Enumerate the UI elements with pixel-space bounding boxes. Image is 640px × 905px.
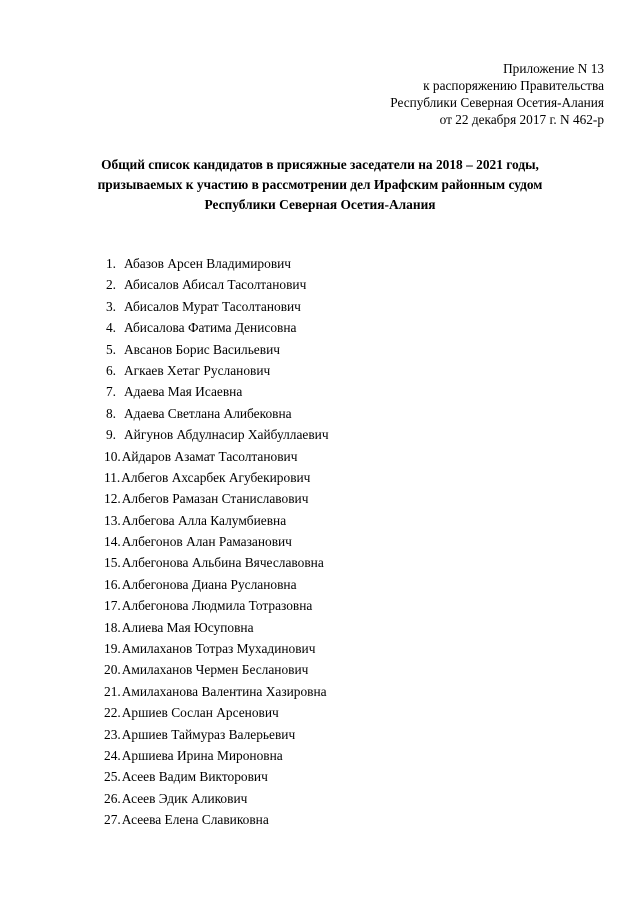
- list-item: [104, 574, 329, 595]
- list-item-number: 22.: [104, 705, 121, 721]
- list-item: [104, 296, 329, 317]
- list-item-number: 8.: [105, 405, 116, 421]
- list-item-number: 13.: [104, 512, 121, 528]
- candidate-name: Амилаханов Чермен Бесланович: [121, 662, 309, 678]
- list-item: [104, 446, 329, 467]
- document-title: [40, 155, 600, 215]
- candidate-name: Алиева Мая Юсуповна: [121, 619, 254, 635]
- list-item: [104, 702, 329, 723]
- list-item: [104, 766, 329, 787]
- candidate-name: Албегов Рамазан Станиславович: [121, 491, 309, 507]
- list-item-number: 23.: [104, 726, 121, 742]
- list-item: [104, 724, 329, 745]
- list-item: [104, 638, 329, 659]
- list-item-number: 11.: [104, 469, 121, 485]
- list-item-number: 3.: [105, 298, 116, 314]
- candidate-name: Асеева Елена Славиковна: [121, 812, 269, 828]
- list-item-number: 12.: [104, 491, 121, 507]
- candidate-name: Адаева Мая Исаевна: [124, 384, 243, 400]
- list-item-number: 24.: [104, 747, 121, 763]
- candidate-name: Абазов Арсен Владимирович: [124, 256, 292, 271]
- appendix-header: [284, 60, 604, 128]
- candidate-name: Абисалов Абисал Тасолтанович: [124, 277, 307, 293]
- list-item: [104, 617, 329, 638]
- list-item-number: 16.: [104, 576, 121, 592]
- list-item-number: 27.: [104, 812, 121, 828]
- list-item: [104, 510, 329, 531]
- list-item: [104, 339, 329, 360]
- list-item: [104, 467, 329, 488]
- candidate-name: Албегова Алла Калумбиевна: [121, 512, 287, 528]
- list-item: [104, 488, 329, 509]
- candidate-name: Аршиев Сослан Арсенович: [121, 705, 279, 721]
- list-item-number: 2.: [105, 277, 116, 293]
- candidate-name: Аршиев Таймураз Валерьевич: [121, 726, 296, 742]
- list-item-number: 7.: [105, 384, 116, 400]
- list-item: [104, 745, 329, 766]
- appendix-number: Приложение N 13: [503, 61, 604, 76]
- list-item-number: 5.: [105, 341, 116, 357]
- list-item: [104, 317, 329, 338]
- candidate-name: Амилаханова Валентина Хазировна: [121, 683, 327, 699]
- title-line-3: Республики Северная Осетия-Алания: [204, 197, 436, 212]
- appendix-republic: Республики Северная Осетия-Алания: [390, 95, 604, 110]
- candidate-name: Амилаханов Тотраз Мухадинович: [121, 641, 316, 657]
- list-item-number: 15.: [104, 555, 121, 571]
- list-item: [104, 552, 329, 573]
- list-item: [104, 424, 329, 445]
- candidate-name: Агкаев Хетаг Русланович: [124, 362, 271, 378]
- candidate-name: Айгунов Абдулнасир Хайбуллаевич: [124, 427, 329, 443]
- list-item-number: 21.: [104, 683, 121, 699]
- list-item: [104, 381, 329, 402]
- candidate-name: Албегонов Алан Рамазанович: [121, 534, 292, 550]
- list-item-number: 9.: [105, 427, 116, 443]
- list-item-number: 1.: [105, 256, 116, 271]
- appendix-date: от 22 декабря 2017 г. N 462-р: [439, 112, 604, 127]
- list-item: [104, 403, 329, 424]
- candidate-name: Асеев Вадим Викторович: [121, 769, 268, 785]
- candidate-name: Аршиева Ирина Мироновна: [121, 747, 283, 763]
- list-item-number: 20.: [104, 662, 121, 678]
- list-item: [104, 531, 329, 552]
- candidate-name: Абисалов Мурат Тасолтанович: [124, 298, 301, 314]
- candidate-name: Албегов Ахсарбек Агубекирович: [121, 469, 311, 485]
- list-item: [104, 595, 329, 616]
- list-item: [104, 659, 329, 680]
- list-item-number: 25.: [104, 769, 121, 785]
- list-item: [104, 681, 329, 702]
- title-line-1: Общий список кандидатов в присяжные заседатели на 2018 – 2021 годы,: [101, 157, 539, 172]
- list-item: [104, 274, 329, 295]
- list-item: [104, 253, 329, 274]
- title-line-2: призываемых к участию в рассмотрении дел Ирафским районным судом: [97, 177, 543, 192]
- candidate-name: Асеев Эдик Аликович: [121, 790, 248, 806]
- candidate-name: Авсанов Борис Васильевич: [124, 341, 280, 357]
- list-item: [104, 360, 329, 381]
- candidate-name: Абисалова Фатима Денисовна: [124, 320, 297, 336]
- list-item-number: 19.: [104, 641, 121, 657]
- list-item-number: 6.: [105, 362, 116, 378]
- list-item-number: 10.: [104, 448, 121, 464]
- appendix-order-ref: к распоряжению Правительства: [423, 78, 604, 93]
- list-item-number: 4.: [105, 320, 116, 336]
- candidate-list: [104, 253, 329, 831]
- candidate-name: Албегонова Диана Руслановна: [121, 576, 297, 592]
- candidate-name: Адаева Светлана Алибековна: [124, 405, 292, 421]
- list-item-number: 18.: [104, 619, 121, 635]
- list-item: [104, 788, 329, 809]
- list-item: [104, 809, 329, 830]
- candidate-name: Албегонова Альбина Вячеславовна: [121, 555, 324, 571]
- candidate-name: Айдаров Азамат Тасолтанович: [121, 448, 298, 464]
- list-item-number: 26.: [104, 790, 121, 806]
- candidate-name: Албегонова Людмила Тотразовна: [121, 598, 313, 614]
- list-item-number: 14.: [104, 534, 121, 550]
- list-item-number: 17.: [104, 598, 121, 614]
